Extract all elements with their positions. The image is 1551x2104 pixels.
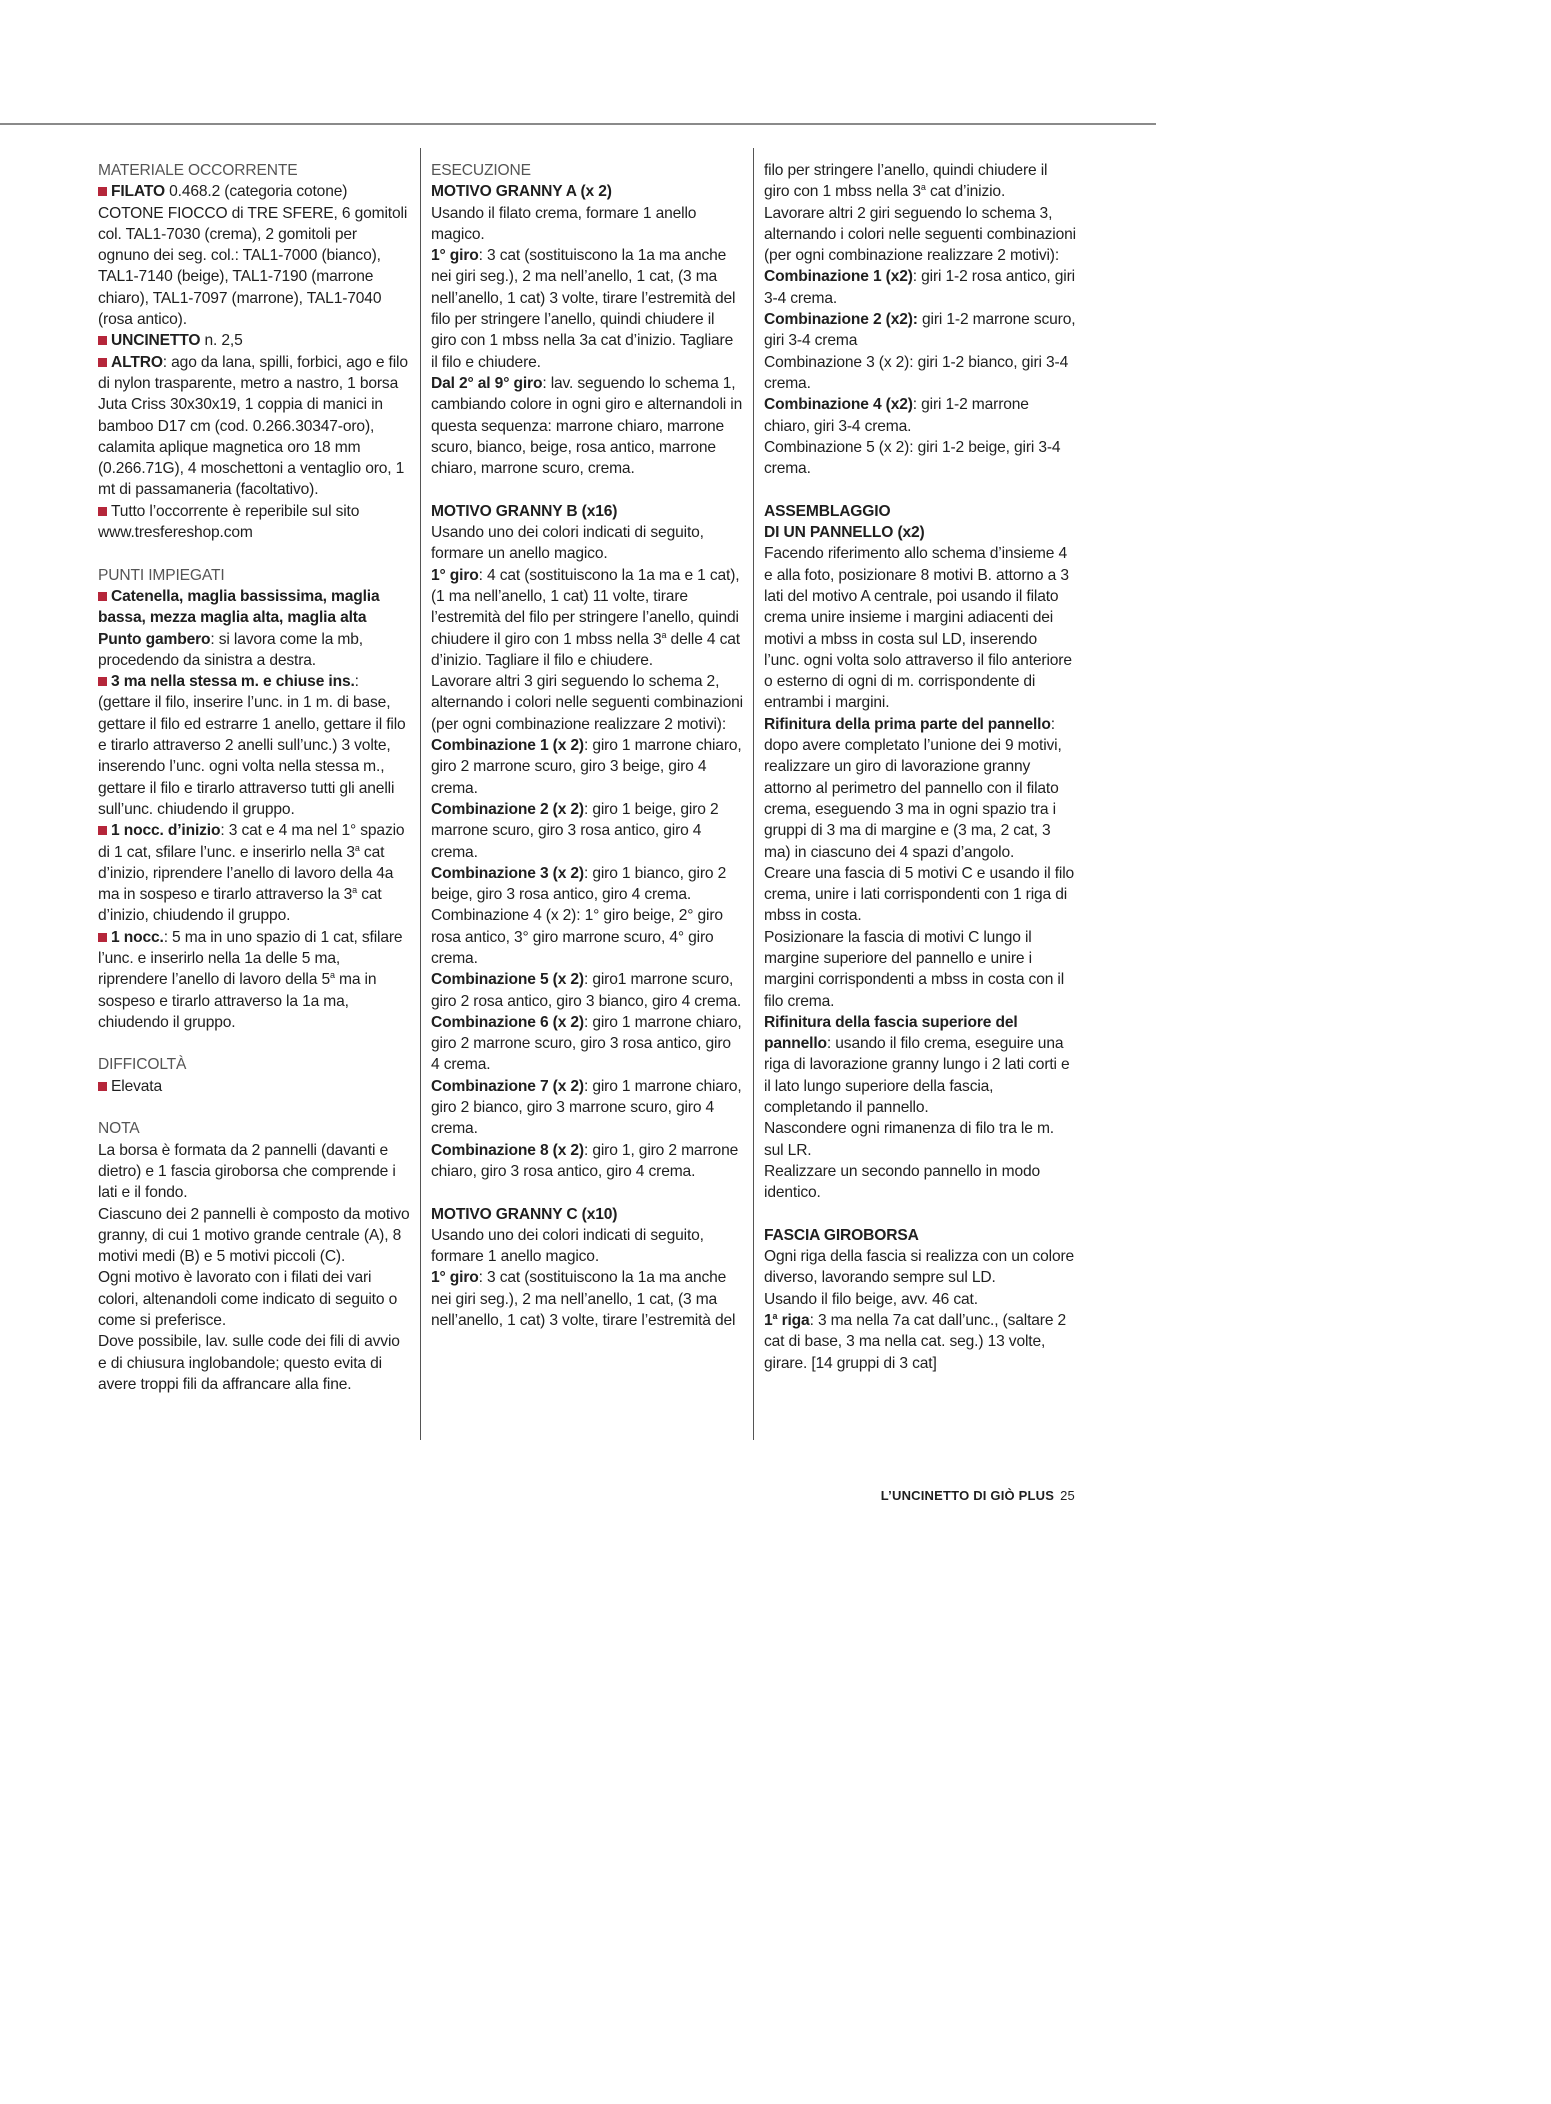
paragraph <box>431 1140 743 1183</box>
bold-text: Combinazione 6 (x 2) <box>431 1013 584 1031</box>
text-run: : si lavora come la mb, procedendo da sinistra a destra. <box>98 630 363 669</box>
bold-text: FASCIA GIROBORSA <box>764 1226 919 1244</box>
paragraph <box>98 1331 410 1395</box>
paragraph <box>764 927 1076 1012</box>
text-run: a <box>772 1310 778 1321</box>
paragraph <box>431 905 743 969</box>
paragraph <box>764 309 1076 352</box>
bold-text: 1° giro <box>431 1269 479 1287</box>
paragraph <box>98 1076 410 1097</box>
bold-text: FILATO <box>111 183 165 201</box>
text-run: Usando il filato crema, formare 1 anello magico. <box>431 204 697 243</box>
bold-text: ALTRO <box>111 353 163 371</box>
text-run: ma in sospeso e tirarlo attraverso la 1a ma, chiudendo il gruppo. <box>98 971 377 1031</box>
text-run: : (gettare il filo, inserire l’unc. in 1 m. di base, gettare il filo ed estrarre 1 anello, gettare il filo e tirarlo attraverso 2 anelli sull’unc.) 3 volte, inserendo l’unc. ogni volta nella stessa m., gettare il filo e tirarlo attraverso tutti gli anelli sull’unc. chiudendo il gruppo. <box>98 673 406 818</box>
square-bullet-icon <box>98 358 107 367</box>
bold-text: MOTIVO GRANNY A (x 2) <box>431 183 612 201</box>
text-run: Ogni motivo è lavorato con i filati dei vari colori, altenandoli come indicato di seguito o come si preferisce. <box>98 1269 398 1330</box>
text-run: Lavorare altri 2 giri seguendo lo schema 3, alternando i colori nelle seguenti combinazioni (per ogni combinazione realizzare 2 motivi): <box>764 204 1076 265</box>
section-heading: DIFFICOLTÀ <box>98 1056 187 1074</box>
text-run: Ogni riga della fascia si realizza con un colore diverso, lavorando sempre sul LD. <box>764 1248 1075 1287</box>
bold-text: 1° giro <box>431 247 479 265</box>
column-3 <box>764 160 1076 1374</box>
text-run: Tutto l’occorrente è reperibile sul sito www.tresfereshop.com <box>98 502 360 542</box>
paragraph <box>431 969 743 1012</box>
paragraph <box>98 352 410 501</box>
text-run: : giro 1 beige, giro 2 marrone scuro, giro 3 rosa antico, giro 4 crema. <box>431 800 719 861</box>
text-run: : giri 1-2 marrone chiaro, giri 3-4 crema. <box>764 396 1029 435</box>
bold-text: Rifinitura della prima parte del pannello <box>764 715 1051 733</box>
paragraph <box>98 565 410 586</box>
bold-text: 1 nocc. d’inizio <box>111 822 221 840</box>
text-run: cat d’inizio. <box>925 183 1006 201</box>
paragraph <box>764 437 1076 480</box>
bold-text: Combinazione 8 (x 2) <box>431 1141 584 1159</box>
text-run: Combinazione 3 (x 2): giri 1-2 bianco, giri 3-4 crema. <box>764 353 1069 392</box>
paragraph <box>98 330 410 351</box>
text-run: : 3 ma nella 7a cat dall’unc., (saltare 2 cat di base, 3 ma nella cat. seg.) 13 volte, girare. [14 gruppi di 3 cat] <box>764 1312 1067 1372</box>
square-bullet-icon <box>98 677 107 686</box>
paragraph <box>431 799 743 863</box>
paragraph <box>431 373 743 479</box>
text-run: Usando il filo beige, avv. 46 cat. <box>764 1290 978 1308</box>
bold-text: 1 <box>764 1312 773 1330</box>
paragraph <box>431 245 743 373</box>
text-run: : giro1 marrone scuro, giro 2 rosa antico, giro 3 bianco, giro 4 crema. <box>431 971 742 1010</box>
paragraph <box>764 543 1076 713</box>
text-run: Facendo riferimento allo schema d’insieme 4 e alla foto, posizionare 8 motivi B. attorno a 3 lati del motivo A centrale, poi usando il filato crema unire insieme i margini adiacenti dei motivi a mbss in costa sul LD, inserendo l’unc. ogni volta solo attraverso il filo anteriore o esterno di ogni di m. corrispondente di entrambi i margini. <box>764 545 1072 712</box>
bold-text: UNCINETTO <box>111 332 201 350</box>
square-bullet-icon <box>98 933 107 942</box>
text-run: a <box>354 842 360 853</box>
column-1 <box>98 160 410 1395</box>
paragraph <box>764 160 1076 203</box>
text-run: : giri 1-2 rosa antico, giri 3-4 crema. <box>764 268 1075 307</box>
square-bullet-icon <box>98 507 107 516</box>
paragraph-spacer <box>764 479 1076 500</box>
bold-text: Rifinitura della fascia superiore del pannello <box>764 1013 1018 1053</box>
magazine-title: L’UNCINETTO DI GIÒ PLUS <box>880 1488 1055 1503</box>
bold-text: Combinazione 2 (x2): <box>764 311 918 329</box>
bold-text: riga <box>777 1312 810 1330</box>
bold-text: Combinazione 1 (x2) <box>764 268 913 286</box>
text-run: : ago da lana, spilli, forbici, ago e filo di nylon trasparente, metro a nastro, 1 borsa Juta Criss 30x30x19, 1 coppia di manici in bamboo D17 cm (cod. 0.266.30347-oro), calamita aplique magnetica oro 18 mm (0.266.71G), 4 moschettoni a ventaglio oro, 1 mt di passamaneria (facoltativo). <box>98 353 408 499</box>
paragraph <box>764 863 1076 927</box>
section-heading: NOTA <box>98 1120 140 1138</box>
text-run: 0.468.2 (categoria cotone) COTONE FIOCCO di TRE SFERE, 6 gomitoli col. TAL1-7030 (crema), 2 gomitoli per ognuno dei seg. col.: TAL1-7000 (bianco), TAL1-7140 (beige), TAL1-7190 (marrone chiaro), TAL1-7097 (marrone), TAL1-7040 (rosa antico). <box>98 183 408 329</box>
bold-text: Combinazione 3 (x 2) <box>431 864 584 882</box>
text-run: Lavorare altri 3 giri seguendo lo schema 2, alternando i colori nelle seguenti combinazioni (per ogni combinazione realizzare 2 motivi): <box>431 673 743 733</box>
text-run: n. 2,5 <box>200 332 243 350</box>
paragraph <box>764 203 1076 267</box>
text-run: Combinazione 5 (x 2): giri 1-2 beige, giri 3-4 crema. <box>764 438 1061 478</box>
paragraph <box>764 522 1076 543</box>
text-run: cat d’inizio, chiudendo il gruppo. <box>98 886 382 925</box>
paragraph <box>764 394 1076 437</box>
paragraph <box>764 1310 1076 1374</box>
text-run: a <box>920 182 926 193</box>
square-bullet-icon <box>98 826 107 835</box>
paragraph <box>431 522 743 565</box>
bold-text: ASSEMBLAGGIO <box>764 502 891 520</box>
page-footer <box>881 1488 1075 1503</box>
paragraph <box>98 181 410 330</box>
bold-text: Combinazione 7 (x 2) <box>431 1077 584 1095</box>
paragraph-spacer <box>98 1033 410 1054</box>
text-run: filo per stringere l’anello, quindi chiudere il giro con 1 mbss nella 3 <box>764 162 1048 201</box>
paragraph-spacer <box>98 1097 410 1118</box>
text-run: : lav. seguendo lo schema 1, cambiando colore in ogni giro e alternandoli in questa sequenza: marrone chiaro, marrone scuro, bianco, beige, rosa antico, marrone chiaro, marrone scuro, crema. <box>431 374 743 478</box>
text-run: Nascondere ogni rimanenza di filo tra le m. sul LR. <box>764 1120 1054 1159</box>
paragraph <box>431 501 743 522</box>
text-run: : giro 1 bianco, giro 2 beige, giro 3 rosa antico, giro 4 crema. <box>431 864 727 904</box>
text-run: La borsa è formata da 2 pannelli (davanti e dietro) e 1 fascia giroborsa che comprende i lati e il fondo. <box>98 1141 396 1202</box>
paragraph <box>764 1012 1076 1118</box>
bold-text: Catenella, maglia bassissima, maglia bassa, mezza maglia alta, maglia alta <box>98 587 380 627</box>
text-run: a <box>352 884 358 895</box>
text-run: Realizzare un secondo pannello in modo identico. <box>764 1162 1041 1202</box>
text-run: : 3 cat (sostituiscono la 1a ma anche nei giri seg.), 2 ma nell’anello, 1 cat, (3 ma nell’anello, 1 cat) 3 volte, tirare l’estremità del filo per stringere l’anello, quindi chiudere il giro con 1 mbss nella 3a cat d’inizio. Tagliare il filo e chiudere. <box>431 247 736 371</box>
bold-text: Combinazione 1 (x 2) <box>431 737 584 755</box>
text-run: : 5 ma in uno spazio di 1 cat, sfilare l’unc. e inserirlo nella 1a delle 5 ma, riprendere l’anello di lavoro della 5 <box>98 928 403 989</box>
paragraph-spacer <box>98 543 410 564</box>
paragraph <box>98 671 410 820</box>
text-run: Creare una fascia di 5 motivi C e usando il filo crema, unire i lati corrispondenti con 1 riga di mbss in costa. <box>764 864 1075 925</box>
text-run: : giro 1 marrone chiaro, giro 2 bianco, giro 3 marrone scuro, giro 4 crema. <box>431 1077 742 1138</box>
section-heading: MATERIALE OCCORRENTE <box>98 162 298 179</box>
paragraph <box>431 181 743 202</box>
text-run: : 4 cat (sostituiscono la 1a ma e 1 cat), (1 ma nell’anello, 1 cat) 11 volte, tirare l’estremità del filo per stringere l’anello, quindi chiudere il giro con 1 mbss nella 3 <box>431 566 740 648</box>
bold-text: Combinazione 4 (x2) <box>764 396 913 414</box>
paragraph <box>431 1012 743 1076</box>
paragraph <box>431 671 743 735</box>
text-run: : giro 1 marrone chiaro, giro 2 marrone scuro, giro 3 rosa antico, giro 4 crema. <box>431 1013 742 1074</box>
paragraph <box>98 586 410 629</box>
paragraph <box>98 1054 410 1075</box>
text-run: Combinazione 4 (x 2): 1° giro beige, 2° giro rosa antico, 3° giro marrone scuro, 4° giro crema. <box>431 907 723 967</box>
paragraph <box>98 629 410 672</box>
paragraph-spacer <box>431 479 743 500</box>
text-run: : giro 1, giro 2 marrone chiaro, giro 3 rosa antico, giro 4 crema. <box>431 1141 739 1180</box>
text-run: : usando il filo crema, eseguire una riga di lavorazione granny lungo i 2 lati corti e il lato lungo superiore della fascia, completando il pannello. <box>764 1035 1070 1117</box>
paragraph <box>764 1118 1076 1161</box>
bold-text: MOTIVO GRANNY C (x10) <box>431 1205 618 1223</box>
paragraph <box>764 501 1076 522</box>
text-run: Dove possibile, lav. sulle code dei fili di avvio e di chiusura inglobandole; questo evita di avere troppi fili da affrancare alla fine. <box>98 1333 400 1393</box>
bold-text: Combinazione 5 (x 2) <box>431 971 584 989</box>
text-run: cat d’inizio, riprendere l’anello di lavoro della 4a ma in sospeso e tirarlo attraverso la 3 <box>98 843 394 904</box>
paragraph <box>431 735 743 799</box>
text-run: delle 4 cat d’inizio. Tagliare il filo e chiudere. <box>431 630 740 669</box>
text-run: Posizionare la fascia di motivi C lungo il margine superiore del pannello e unire i margini corrispondenti a mbss in costa con il filo crema. <box>764 928 1065 1010</box>
text-run: : dopo avere completato l’unione dei 9 motivi, realizzare un giro di lavorazione granny attorno al perimetro del pannello con il filato crema, eseguendo 3 ma in ogni spazio tra i gruppi di 3 ma di margine e (3 ma, 2 cat, 3 ma) in ciascuno dei 4 spazi d’angolo. <box>764 715 1062 861</box>
paragraph-spacer <box>764 1204 1076 1225</box>
bold-text: 1 nocc. <box>111 928 164 946</box>
bold-text: 3 ma nella stessa m. e chiuse ins. <box>111 673 355 691</box>
paragraph <box>764 1161 1076 1204</box>
square-bullet-icon <box>98 1082 107 1091</box>
paragraph <box>764 1225 1076 1246</box>
square-bullet-icon <box>98 336 107 345</box>
paragraph <box>98 501 410 544</box>
paragraph-spacer <box>431 1182 743 1203</box>
text-run: a <box>329 970 335 981</box>
text-run: giri 1-2 marrone scuro, giri 3-4 crema <box>764 311 1076 350</box>
section-heading: ESECUZIONE <box>431 162 531 179</box>
text-run: : 3 cat (sostituiscono la 1a ma anche nei giri seg.), 2 ma nell’anello, 1 cat, (3 ma nell’anello, 1 cat) 3 volte, tirare l’estremità del <box>431 1269 736 1330</box>
square-bullet-icon <box>98 187 107 196</box>
paragraph <box>431 1225 743 1268</box>
paragraph <box>98 160 410 181</box>
paragraph <box>98 1118 410 1139</box>
top-rule <box>0 123 1156 125</box>
paragraph <box>98 1140 410 1204</box>
column-2 <box>431 160 743 1331</box>
text-run: Usando uno dei colori indicati di seguito, formare un anello magico. <box>431 524 704 563</box>
section-heading: PUNTI IMPIEGATI <box>98 566 225 584</box>
square-bullet-icon <box>98 592 107 601</box>
text-run: : 3 cat e 4 ma nel 1° spazio di 1 cat, sfilare l’unc. e inserirlo nella 3 <box>98 822 405 861</box>
paragraph <box>764 714 1076 863</box>
paragraph <box>431 160 743 181</box>
bold-text: MOTIVO GRANNY B (x16) <box>431 502 618 520</box>
text-run: Elevata <box>111 1077 162 1095</box>
text-run: : giro 1 marrone chiaro, giro 2 marrone scuro, giro 3 beige, giro 4 crema. <box>431 737 742 797</box>
text-run: a <box>661 629 667 640</box>
text-run: Ciascuno dei 2 pannelli è composto da motivo granny, di cui 1 motivo grande centrale (A), 8 motivi medi (B) e 5 motivi piccoli (C). <box>98 1205 410 1266</box>
paragraph <box>98 927 410 1033</box>
paragraph <box>431 863 743 906</box>
paragraph <box>98 1267 410 1331</box>
bold-text: Combinazione 2 (x 2) <box>431 800 584 818</box>
paragraph <box>431 1267 743 1331</box>
bold-text: Dal 2° al 9° giro <box>431 374 543 392</box>
paragraph <box>431 203 743 246</box>
bold-text: Punto gambero <box>98 630 211 648</box>
paragraph <box>431 1076 743 1140</box>
bold-text: DI UN PANNELLO (x2) <box>764 524 925 542</box>
paragraph <box>98 820 410 926</box>
paragraph <box>764 266 1076 309</box>
paragraph <box>431 565 743 671</box>
paragraph <box>764 352 1076 395</box>
column-divider <box>420 148 421 1440</box>
column-divider <box>753 148 754 1440</box>
page-number: 25 <box>1060 1488 1075 1503</box>
bold-text: 1° giro <box>431 566 479 584</box>
paragraph <box>764 1289 1076 1310</box>
paragraph <box>764 1246 1076 1289</box>
paragraph <box>98 1204 410 1268</box>
text-run: Usando uno dei colori indicati di seguito, formare 1 anello magico. <box>431 1226 704 1266</box>
paragraph <box>431 1204 743 1225</box>
